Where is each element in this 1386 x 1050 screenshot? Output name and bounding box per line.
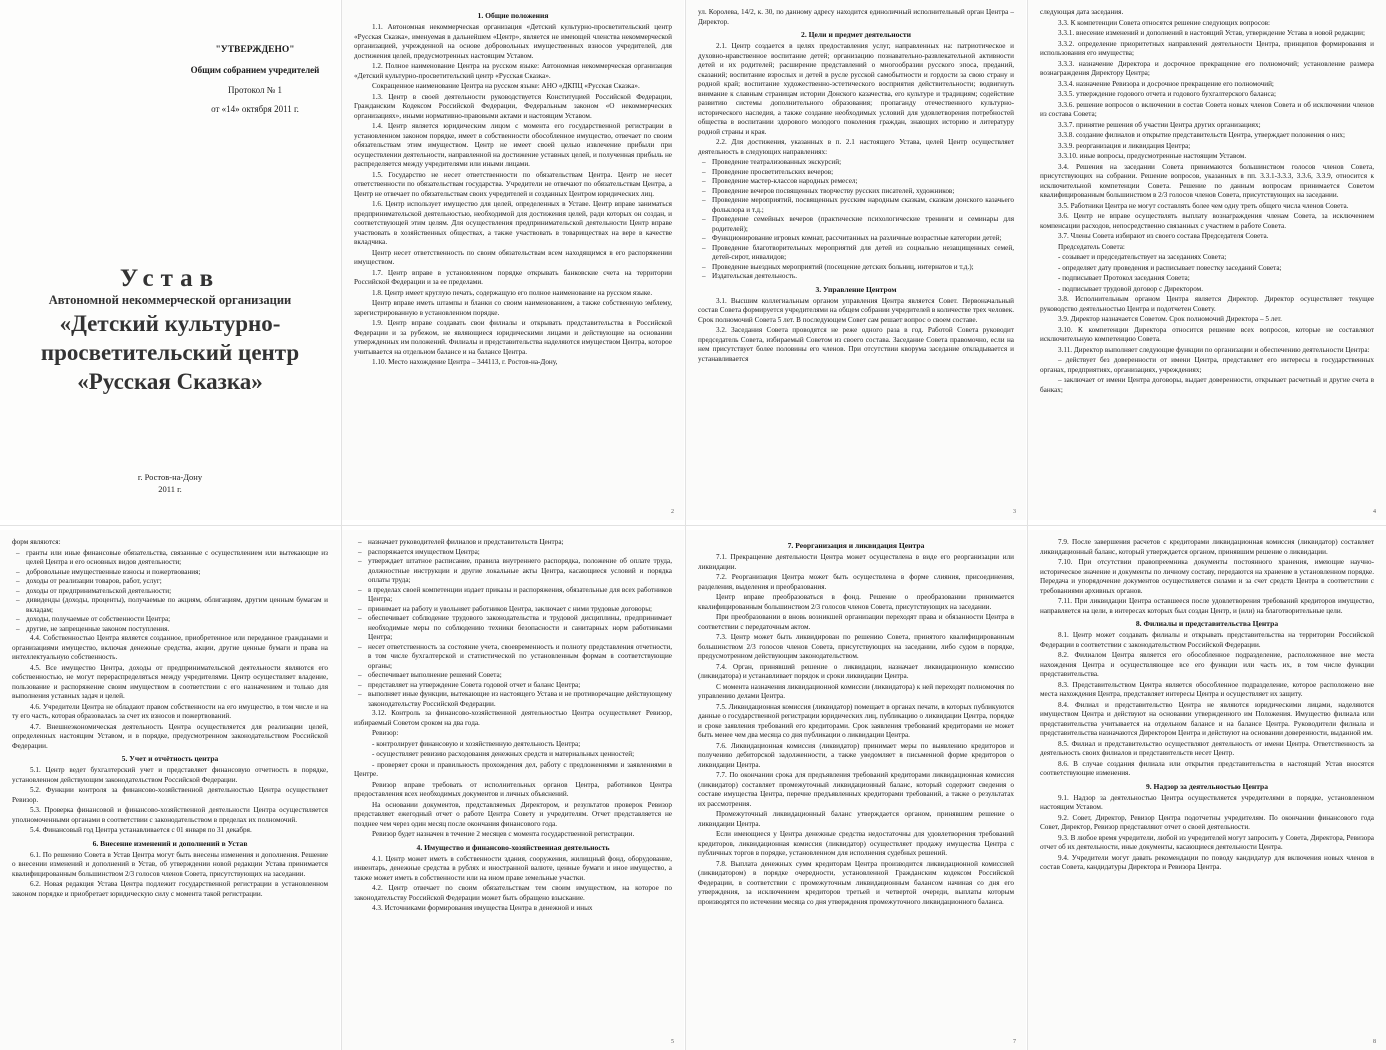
paragraph: На основании документов, представляемых Директором, и результатов проверок Ревизор представляет ежегодный отчет о работе Центра Совету и учредителям. Отчет представляется не позднее чем через один месяц после окончания финансового года. xyxy=(354,800,672,828)
list-item: – Издательская деятельность. xyxy=(712,272,1014,282)
page-body xyxy=(698,297,1014,365)
page-3 xyxy=(686,0,1026,520)
paragraph: 1.4. Центр является юридическим лицом с момента его государственной регистрации в установленном законом порядке, имеет в собственности обособленное имущество, отвечает по своим обязательствам этим имуществом. Центр не имеет своей целью извлечение прибыли при осуществлении деятельности, направленной на достижение уставных целей, и полученная прибыль не распределяется между учредителями или иными лицами. xyxy=(354,122,672,169)
paragraph: С момента назначения ликвидационной комиссии (ликвидатора) к ней переходят полномочия по управлению делами Центра. xyxy=(698,682,1014,701)
paragraph: 7.2. Реорганизация Центра может быть осуществлена в форме слияния, присоединения, разделения, выделения и преобразования. xyxy=(698,573,1014,591)
paragraph: 7.9. После завершения расчетов с кредиторами ликвидационная комиссия (ликвидатор) составляет ликвидационный баланс, который утверждается органом, принявшим решение о ликвидации. xyxy=(1040,538,1374,556)
paragraph: 7.11. При ликвидации Центра оставшееся после удовлетворения требований кредиторов имущество, направляется на цели, в интересах которых был создан Центр, и (или) на благотворительные цели. xyxy=(1040,597,1374,615)
list-item: – доходы, получаемые от собственности Центра; xyxy=(26,615,328,625)
section-heading: 4. Имущество и финансово-хозяйственная деятельность xyxy=(416,842,610,852)
paragraph: 3.3.6. решение вопросов о включении в состав Совета новых членов Совета и об исключении членов из состава Совета; xyxy=(1040,100,1374,118)
page-number: 3 xyxy=(1013,509,1016,516)
paragraph: - созывает и председательствует на заседаниях Совета; xyxy=(1058,253,1227,261)
page-2 xyxy=(342,0,684,520)
list-item: – обеспечивает соблюдение трудового законодательства и трудовой дисциплины, предпринимает необходимые меры по соблюдению техники безопасности и санитарных норм работниками Центра; xyxy=(368,614,672,643)
paragraph: 8.3. Представительством Центра является обособленное подразделение, которое расположено вне места нахождения Центра, представляет интересы Центра и осуществляет их защиту. xyxy=(1040,680,1374,699)
paragraph: 3.3.4. назначение Ревизора и досрочное прекращение его полномочий; xyxy=(1058,79,1274,88)
paragraph: Центр несет ответственность по своим обязательствам всем находящимся в его распоряжении имуществом. xyxy=(354,248,672,267)
city: г. Ростов-на-Дону xyxy=(137,472,203,482)
list-item: – доходы от предпринимательской деятельности; xyxy=(26,587,328,597)
paragraph: 1.10. Место нахождение Центра – 344113, г. Ростов-на-Дону, xyxy=(372,358,558,367)
list-item: – назначает руководителей филиалов и представительств Центра; xyxy=(368,538,672,548)
page-intro: форм являются: xyxy=(12,538,61,546)
paragraph: 3.9. Директор назначается Советом. Срок полномочий Директора – 5 лет. xyxy=(1058,315,1282,323)
section-heading: 6. Внесение изменений и дополнений в Устав xyxy=(92,838,248,848)
paragraph: - подписывает трудовой договор с Директором. xyxy=(1058,284,1204,293)
page-7 xyxy=(686,530,1026,1050)
page-body xyxy=(1040,631,1374,779)
paragraph: 1.2. Полное наименование Центра на русском языке: Автономная некоммерческая организация «Детский культурно-просветительский центр «Русская Сказка». xyxy=(354,62,672,80)
paragraph: 4.6. Учредители Центра не обладают правом собственности на его имущество, в том числе и на ту его часть, которая образовалась за счет их взносов и пожертвований. xyxy=(12,702,328,720)
section-heading: 3. Управление Центром xyxy=(815,284,897,294)
paragraph: – заключает от имени Центра договоры, выдает доверенности, открывает расчетный и другие счета в банках; xyxy=(1040,376,1374,394)
paragraph: 1.6. Центр использует имущество для целей, определенных в Уставе. Центр вправе заниматься предпринимательской деятельностью, необходимой для достижения целей, ради которых он создан, и соответствующей этим целям. Для осуществления предпринимательской деятельности Центр вправе участвовать в хозяйственных обществах, а также участвовать в товариществах на вере в качестве вкладчика. xyxy=(354,200,672,247)
paragraph: 9.4. Учредители могут давать рекомендации по поводу кандидатур для включения новых членов в состав Совета, кандидатуры Директора и Ревизора Центра. xyxy=(1040,853,1374,872)
list-item: – Проведение театрализованных экскурсий; xyxy=(712,158,1014,168)
section-heading: 2. Цели и предмет деятельности xyxy=(801,30,911,39)
paragraph: Если имеющиеся у Центра денежные средства недостаточны для удовлетворения требований кредиторов, ликвидационная комиссия (ликвидатор) осуществляет продажу имущества Центра с публичных торгов в порядке, установленном для исполнения судебных решений. xyxy=(698,830,1014,858)
paragraph: 5.4. Финансовый год Центра устанавливается с 01 января по 31 декабря. xyxy=(30,826,252,835)
paragraph: 4.1. Центр может иметь в собственности здания, сооружения, жилищный фонд, оборудование, инвентарь, денежные средства в рублях и иностранной валюте, ценные бумаги и иное имущество, а также может иметь в собственности или на ином праве земельные участки. xyxy=(354,854,672,882)
organization-name xyxy=(0,310,340,396)
paragraph: 2.2. Для достижения, указанных в п. 2.1 настоящего Устава, целей Центр осуществляет деятельность в следующих направлениях: xyxy=(698,138,1014,156)
paragraph: - подписывает Протокол заседания Совета; xyxy=(1058,274,1190,282)
paragraph: При преобразовании в вновь возникшей организации переходят права и обязанности Центра в соответствии с передаточным актом. xyxy=(698,613,1014,631)
paragraph: 5.2. Функции контроля за финансово-хозяйственной деятельностью Центра осуществляет Ревизор. xyxy=(12,786,328,804)
paragraph: 4.4. Собственностью Центра является созданное, приобретенное или переданное гражданами и организациями имущество, включая денежные средства, акции, другие ценные бумаги и права на интеллектуальную собственность. xyxy=(12,634,328,661)
page-number: 5 xyxy=(671,1039,674,1046)
page-body xyxy=(12,851,328,900)
paragraph: 1.3. Центр в своей деятельности руководствуется Конституцией Российской Федерации, Гражданским Кодексом Российской Федерации, Федеральным законом «О некоммерческих организациях», иными нормативно-правовыми актами и настоящим Уставом. xyxy=(354,92,672,120)
list-item: – утверждает штатное расписание, правила внутреннего распорядка, положение об оплате труда, должностные инструкции и другие локальные акты Центра, касающиеся условий и порядка оплаты труда; xyxy=(368,557,672,586)
page-body xyxy=(12,634,328,751)
list-item: – принимает на работу и увольняет работников Центра, заключает с ними трудовые договоры; xyxy=(368,605,672,615)
page-body xyxy=(1040,19,1374,396)
paragraph: 1.1. Автономная некоммерческая организация «Детский культурно-просветительский центр «Русская Сказка», именуемая в дальнейшем «Центр», является не имеющей членства некоммерческой организацией, учрежденной на основе добровольных имущественных взносов учредителей, для достижения целей, предусмотренных настоящим Уставом. xyxy=(354,23,672,60)
paragraph: - осуществляет ревизию расходования денежных средств и материальных ценностей; xyxy=(372,750,635,758)
paragraph: 3.5. Работники Центра не могут составлять более чем одну треть общего числа членов Совета. xyxy=(1058,201,1349,210)
paragraph: 9.3. В любое время учредители, любой из учредителей могут запросить у Совета, Директора, Ревизора отчет об их деятельности, иные документы, касающиеся деятельности Центра. xyxy=(1040,833,1374,852)
list-item: – распоряжается имуществом Центра; xyxy=(368,548,672,558)
paragraph: 8.4. Филиал и представительство Центра не являются юридическими лицами, наделяются имуществом Центра и действуют на основании утвержденного им Положения. Имущество филиала или представительства учитывается на отдельном балансе и на балансе Центра. Руководители филиала и представительства назначаются Директором Центра и действуют на основании доверенности, выданной им. xyxy=(1040,700,1374,738)
paragraph: 3.6. Центр не вправе осуществлять выплату вознаграждения членам Совета, за исключением компенсации расходов, непосредственно связанных с участием в работе Совета. xyxy=(1040,212,1374,230)
paragraph: 3.3.10. иные вопросы, предусмотренные настоящим Уставом. xyxy=(1058,152,1247,160)
paragraph: Промежуточный ликвидационный баланс утверждается органом, принявшим решение о ликвидации Центра. xyxy=(698,810,1014,828)
paragraph: 5.3. Проверка финансовой и финансово-хозяйственной деятельности Центра осуществляется уполномоченными органами в соответствии с законодательством в пределах их полномочий. xyxy=(12,806,328,824)
paragraph: 3.3.7. принятие решения об участии Центра других организациях; xyxy=(1058,120,1261,129)
paragraph: 8.6. В случае создания филиала или открытия представительства в настоящий Устав вносятся соответствующие изменения. xyxy=(1040,759,1374,778)
paragraph: 9.2. Совет, Директор, Ревизор Центра подотчетны учредителям. По окончании финансового года Совет, Директор, Ревизор представляют отчет о своей деятельности. xyxy=(1040,813,1374,832)
paragraph: 7.4. Орган, принявший решение о ликвидации, назначает ликвидационную комиссию (ликвидатора) и устанавливает порядок и сроки ликвидации Центра. xyxy=(698,662,1014,681)
paragraph: 8.1. Центр может создавать филиалы и открывать представительства на территории Российской Федерации в соответствии с законодательством Российской Федерации. xyxy=(1040,631,1374,649)
paragraph: 6.1. По решению Совета в Устав Центра могут быть внесены изменения и дополнения. Решение о внесении изменений и дополнений в Устав, об утверждении новой редакции Устава принимается квалифицированным большинством 2/3 голосов членов Совета, присутствующих на заседании. xyxy=(12,850,328,878)
paragraph: 2.1. Центр создается в целях предоставления услуг, направленных на: патриотическое и духовно-нравственное воспитание детей; организацию познавательно-развлекательной активности детей и их родителей; расширение представлений о многообразии русского эпоса, преданий, сказаний; воспитание взрослых и детей в русле русской самобытности и гордости за свою страну и родной край; воспитание художественно-эстетического восприятия действительности; водвигнуть внимание к славным страницам истории Донского казачества, его культуре и традициям; содействие развитию системы дополнительного образования; пропаганду отечественного культурно-исторического наследия, а также создание необходимых условий для удовлетворения потребностей общества в воспитании здорового молодого поколения граждан, знающих историю и литературу родной страны и края. xyxy=(698,42,1014,136)
paragraph: 6.2. Новая редакция Устава Центра подлежит государственной регистрации в установленном законом порядке и приобретает юридическую силу с момента такой регистрации. xyxy=(12,880,328,898)
paragraph: 3.2. Заседания Совета проводятся не реже одного раза в год. Работой Совета руководит председатель Совета, избираемый Советом из своего состава. Заседание Совета правомочно, если на нем присутствует более половины его членов. При отсутствии кворума заседание откладывается и устанавливается xyxy=(698,326,1014,363)
paragraph: 3.3.2. определение приоритетных направлений деятельности Центра, принципов формирования и использования его имущества; xyxy=(1040,39,1374,57)
paragraph: 7.3. Центр может быть ликвидирован по решению Совета, принятого квалифицированным большинством 2/3 голосов членов Совета, присутствующих на заседании, либо судом в порядке, предусмотренном действующим законодательством. xyxy=(698,633,1014,661)
paragraph: 3.3.5. утверждение годового отчета и годового бухгалтерского баланса; xyxy=(1058,90,1276,98)
organization-type: Автономной некоммерческой организации xyxy=(48,293,292,307)
paragraph: 8.2. Филиалом Центра является его обособленное подразделение, расположенное вне места нахождения Центра и осуществляющее все его функции или часть их, в том числе функции представительства. xyxy=(1040,651,1374,679)
approval-block xyxy=(150,40,340,120)
paragraph: 3.4. Решения на заседании Совета принимаются большинством голосов членов Совета, присутствующих на собрании. Решение вопросов, указанных в пп. 3.3.1-3.3.3, 3.3.6, 3.3.9, относится к исключительной компетенции Совета. Решение по данным вопросам принимается Советом квалифицированным большинством в 2/3 голосов членов Совета, присутствующих на заседании. xyxy=(1040,162,1374,199)
paragraph: 5.1. Центр ведет бухгалтерский учет и представляет финансовую отчетность в порядке, установленном действующим законодательством Российской Федерации. xyxy=(12,766,328,784)
page-5 xyxy=(342,530,684,1050)
paragraph: 4.7. Внешнеэкономическая деятельность Центра осуществляется для реализации целей, определенных настоящим Уставом, и в порядке, предусмотренном законодательством Российской Федерации. xyxy=(12,722,328,750)
paragraph: 4.3. Источниками формирования имущества Центра в денежной и иных xyxy=(372,904,593,913)
city-year xyxy=(0,472,340,496)
protocol-number: Протокол № 1 xyxy=(227,84,283,95)
page-body xyxy=(698,42,1014,157)
paragraph: 1.5. Государство не несет ответственности по обязательствам Центра. Центр не несет ответственности по обязательствам государства. Учредители не отвечают по обязательствам Центра, а Центр не отвечает по обязательствам своих учредителей и созданных Центром юридических лиц. xyxy=(354,170,672,198)
page-body xyxy=(698,553,1014,907)
paragraph: 4.2. Центр отвечает по своим обязательствам тем своим имуществом, на которое по законодательству Российской Федерации может быть обращено взыскание. xyxy=(354,884,672,902)
paragraph: 3.3.9. реорганизация и ликвидация Центра; xyxy=(1058,141,1191,150)
list-item: – представляет на утверждение Совета годовой отчет и баланс Центра; xyxy=(368,681,672,691)
paragraph: 4.5. Все имущество Центра, доходы от предпринимательской деятельности являются его собственностью, не могут перераспределяться между учредителями. Центр осуществляет владение, пользование и распоряжение своим имуществом в соответствии с его назначением и только для выполнения уставных задач и целей. xyxy=(12,663,328,700)
list-item: – Проведение просветительских вечеров; xyxy=(712,168,1014,178)
income-sources-list xyxy=(12,549,328,635)
page-8 xyxy=(1028,530,1386,1050)
name-line-2: просветительский центр xyxy=(40,339,300,365)
paragraph: - проверяет сроки и правильность прохождения дел, работу с предложениями и заявлениями в Центре. xyxy=(354,760,672,778)
page-intro: следующая дата заседания. xyxy=(1040,8,1124,16)
list-item: – гранты или иные финансовые обязательства, связанные с осуществлением или вытекающие из целей Центра и его основных видов деятельности; xyxy=(26,549,328,568)
page-body xyxy=(354,709,672,840)
paragraph: Ревизор: xyxy=(372,729,399,737)
section-heading: 7. Реорганизация и ликвидация Центра xyxy=(787,541,925,550)
paragraph: 7.7. По окончании срока для предъявления требований кредиторами ликвидационная комиссия (ликвидатор) составляет промежуточный ликвидационный баланс, который содержит сведения о составе имущества Центра, перечне предъявленных кредиторами требований, а также о результатах их рассмотрения. xyxy=(698,771,1014,808)
list-item: – Проведение семейных вечеров (практические психологические тренинги и семинары для родителей); xyxy=(712,215,1014,234)
paragraph: 1.7. Центр вправе в установленном порядке открывать банковские счета на территории Российской Федерации и за ее пределами. xyxy=(354,268,672,287)
list-item: – добровольные имущественные взносы и пожертвования; xyxy=(26,568,328,578)
row-gap xyxy=(0,525,1386,526)
page-body xyxy=(12,766,328,836)
page-number: 2 xyxy=(671,509,674,516)
paragraph: Председатель Совета: xyxy=(1058,242,1125,251)
list-item: – доходы от реализации товаров, работ, услуг; xyxy=(26,577,328,587)
paragraph: 3.3.3. назначение Директора и досрочное прекращение его полномочий; установление размера вознаграждения Директору Центра; xyxy=(1040,59,1374,77)
paragraph: 3.7. Члены Совета избирают из своего состава Председателя Совета. xyxy=(1058,232,1269,240)
paragraph: 3.8. Исполнительным органом Центра является Директор. Директор осуществляет текущее руководство деятельностью Центра и подотчетен Совету. xyxy=(1040,295,1374,313)
page-intro: ул. Королева, 14/2, к. 30, по данному адресу находится единоличный исполнительный орган Центра – Директор. xyxy=(698,8,1014,26)
document-title: Устав xyxy=(119,265,221,292)
paragraph: 3.10. К компетенции Директора относится решение всех вопросов, которые не составляют исключительную компетенцию Совета. xyxy=(1040,325,1374,343)
paragraph: 3.3. К компетенции Совета относятся решение следующих вопросов: xyxy=(1058,18,1271,27)
director-functions-list xyxy=(354,538,672,709)
paragraph: 3.3.8. создание филиалов и открытие представительств Центра, утверждает положения о них; xyxy=(1058,131,1346,139)
name-line-1: «Детский культурно- xyxy=(59,311,281,336)
page-number: 7 xyxy=(1013,1039,1016,1046)
paragraph: - определяет дату проведения и расписывает повестку заседаний Совета; xyxy=(1058,263,1282,272)
paragraph: 7.10. При отсутствии правопреемника документы постоянного хранения, имеющие научно-историческое значение и документы по личному составу, передаются на хранение в установленном порядке. Передача и упорядочение документов осуществляется силами и за счет средств Центра в соответствии с требованиями архивных органов. xyxy=(1040,558,1374,595)
section-heading: 1. Общие положения xyxy=(477,11,549,20)
paragraph: 7.5. Ликвидационная комиссия (ликвидатор) помещает в органах печати, в которых публикуются данные о государственной регистрации юридических лиц, публикацию о ликвидации Центра, порядке и сроке заявления требований его кредиторами. Срок заявления требований кредиторами не может быть менее чем два месяца со дня публикации о ликвидации Центра. xyxy=(698,702,1014,740)
name-line-3: «Русская Сказка» xyxy=(77,368,263,394)
list-item: – несет ответственность за состояние учета, своевременность и полноту представления отчетности, в том числе бухгалтерской и статистической по установленным формам в соответствующие органы; xyxy=(368,643,672,672)
section-heading: 5. Учет и отчётность центра xyxy=(121,754,219,763)
paragraph: Ревизор будет назначен в течение 2 месяцев с момента государственной регистрации. xyxy=(372,830,635,838)
paragraph: 3.12. Контроль за финансово-хозяйственной деятельностью Центра осуществляет Ревизор, избираемый Советом сроком на два года. xyxy=(354,709,672,727)
activity-list xyxy=(698,158,1014,282)
list-item: – выполняет иные функции, вытекающие из настоящего Устава и не противоречащие действующему законодательству Российской Федерации. xyxy=(368,690,672,709)
title-page xyxy=(0,0,340,520)
approval-date: от «14» октября 2011 г. xyxy=(211,104,299,115)
paragraph: 1.9. Центр вправе создавать свои филиалы и открывать представительства в Российской Федерации и за рубежом, не являющиеся юридическими лицами и действующие на основании утвержденных им положений. Филиалы и представительства наделяются имуществом Центра, которое учитывается на отдельном балансе и на балансе Центра. xyxy=(354,319,672,356)
paragraph: - контролирует финансовую и хозяйственную деятельность Центра; xyxy=(372,739,581,748)
list-item: – Проведение вечеров посвященных творчеству русских писателей, художников; xyxy=(712,187,1014,197)
section-heading: 8. Филиалы и представительства Центра xyxy=(1135,619,1279,628)
page-body xyxy=(1040,538,1374,616)
page-number: 8 xyxy=(1373,1039,1376,1046)
approved-label: "УТВЕРЖДЕНО" xyxy=(215,45,295,55)
paragraph: 8.5. Филиал и представительство осуществляют деятельность от имени Центра. Ответственность за деятельность своих филиалов и представительств несет Центр. xyxy=(1040,739,1374,758)
paragraph: Центр вправе преобразоваться в фонд. Решение о преобразовании принимается квалифицированным большинством 2/3 голосов членов Совета, присутствующих на заседании. xyxy=(698,593,1014,611)
page-body xyxy=(354,855,672,914)
page-6 xyxy=(0,530,340,1050)
paragraph: 1.8. Центр имеет круглую печать, содержащую его полное наименование на русском языке. xyxy=(372,288,653,297)
list-item: – Проведение мероприятий, посвященных русским народным сказкам, сказкам донского казачьего фольклора и т.д.; xyxy=(712,196,1014,215)
paragraph: 7.6. Ликвидационная комиссия (ликвидатор) принимает меры по выявлению кредиторов и получению дебиторской задолженности, а также уведомляет в письменной форме кредиторов о ликвидации Центра. xyxy=(698,741,1014,769)
paragraph: Центр вправе иметь штампы и бланки со своим наименованием, а также собственную эмблему, зарегистрированную в установленном порядке. xyxy=(354,299,672,317)
page-body xyxy=(1040,794,1374,873)
year: 2011 г. xyxy=(158,483,182,494)
paragraph: 7.8. Выплата денежных сумм кредиторам Центра производится ликвидационной комиссией (ликвидатором) в порядке очередности, установленной Гражданским кодексом Российской Федерации, в соответствии с промежуточным ликвидационным балансом начиная со дня его утверждения, за исключением кредиторов третьей и четвертой очереди, выплаты которым производятся по истечении месяца со дня утверждения промежуточного ликвидационного баланса. xyxy=(698,859,1014,906)
list-item: – Функционирование игровых комнат, рассчитанных на различные возрастные категории детей; xyxy=(712,234,1014,244)
page-4 xyxy=(1028,0,1386,520)
list-item: – другие, не запрещенные законом поступления. xyxy=(26,625,328,635)
paragraph: 3.3.1. внесение изменений и дополнений в настоящий Устав, утверждение Устава в новой редакции; xyxy=(1058,29,1365,37)
paragraph: Сокращенное наименование Центра на русском языке: АНО «ДКПЦ «Русская Сказка». xyxy=(372,82,640,91)
page-number: 4 xyxy=(1373,509,1376,516)
paragraph: 3.11. Директор выполняет следующие функции по организации и обеспечению деятельности Центра: xyxy=(1058,345,1370,354)
list-item: – дивиденды (доходы, проценты), получаемые по акциям, облигациям, другим ценным бумагам и вкладам; xyxy=(26,596,328,615)
paragraph: 3.1. Высшим коллегиальным органом управления Центра является Совет. Первоначальный состав Совета формируется учредителями на общем собрании учредителей в количестве трех человек. Срок полномочий Совета 5 лет. В последующем Совет сам решает вопрос о своем составе. xyxy=(698,296,1014,324)
section-heading: 9. Надзор за деятельностью Центра xyxy=(1145,781,1269,791)
page-body xyxy=(354,23,672,368)
list-item: – обеспечивает выполнение решений Совета; xyxy=(368,671,672,681)
paragraph: 9.1. Надзор за деятельностью Центра осуществляется учредителями в порядке, установленном настоящим Уставом. xyxy=(1040,793,1374,812)
paragraph: Ревизор вправе требовать от исполнительных органов Центра, работников Центра предоставления всех необходимых документов и личных объяснений. xyxy=(354,780,672,798)
paragraph: – действует без доверенности от имени Центра, представляет его интересы в государственных органах, предприятиях, организациях, учреждениях; xyxy=(1040,356,1374,374)
paragraph: 7.1. Прекращение деятельности Центра может осуществлена в виде его реорганизации или ликвидации. xyxy=(698,553,1014,571)
list-item: – Проведение благотворительных мероприятий для детей из социально незащищенных семей, детей-сирот, инвалидов; xyxy=(712,244,1014,263)
list-item: – в пределах своей компетенции издает приказы и распоряжения, обязательные для всех работников Центра; xyxy=(368,586,672,605)
approved-by: Общим собранием учредителей xyxy=(190,64,320,75)
list-item: – Проведение мастер-классов народных ремесел; xyxy=(712,177,1014,187)
list-item: – Проведение выездных мероприятий (посещение детских больниц, интернатов и т.д.); xyxy=(712,263,1014,273)
